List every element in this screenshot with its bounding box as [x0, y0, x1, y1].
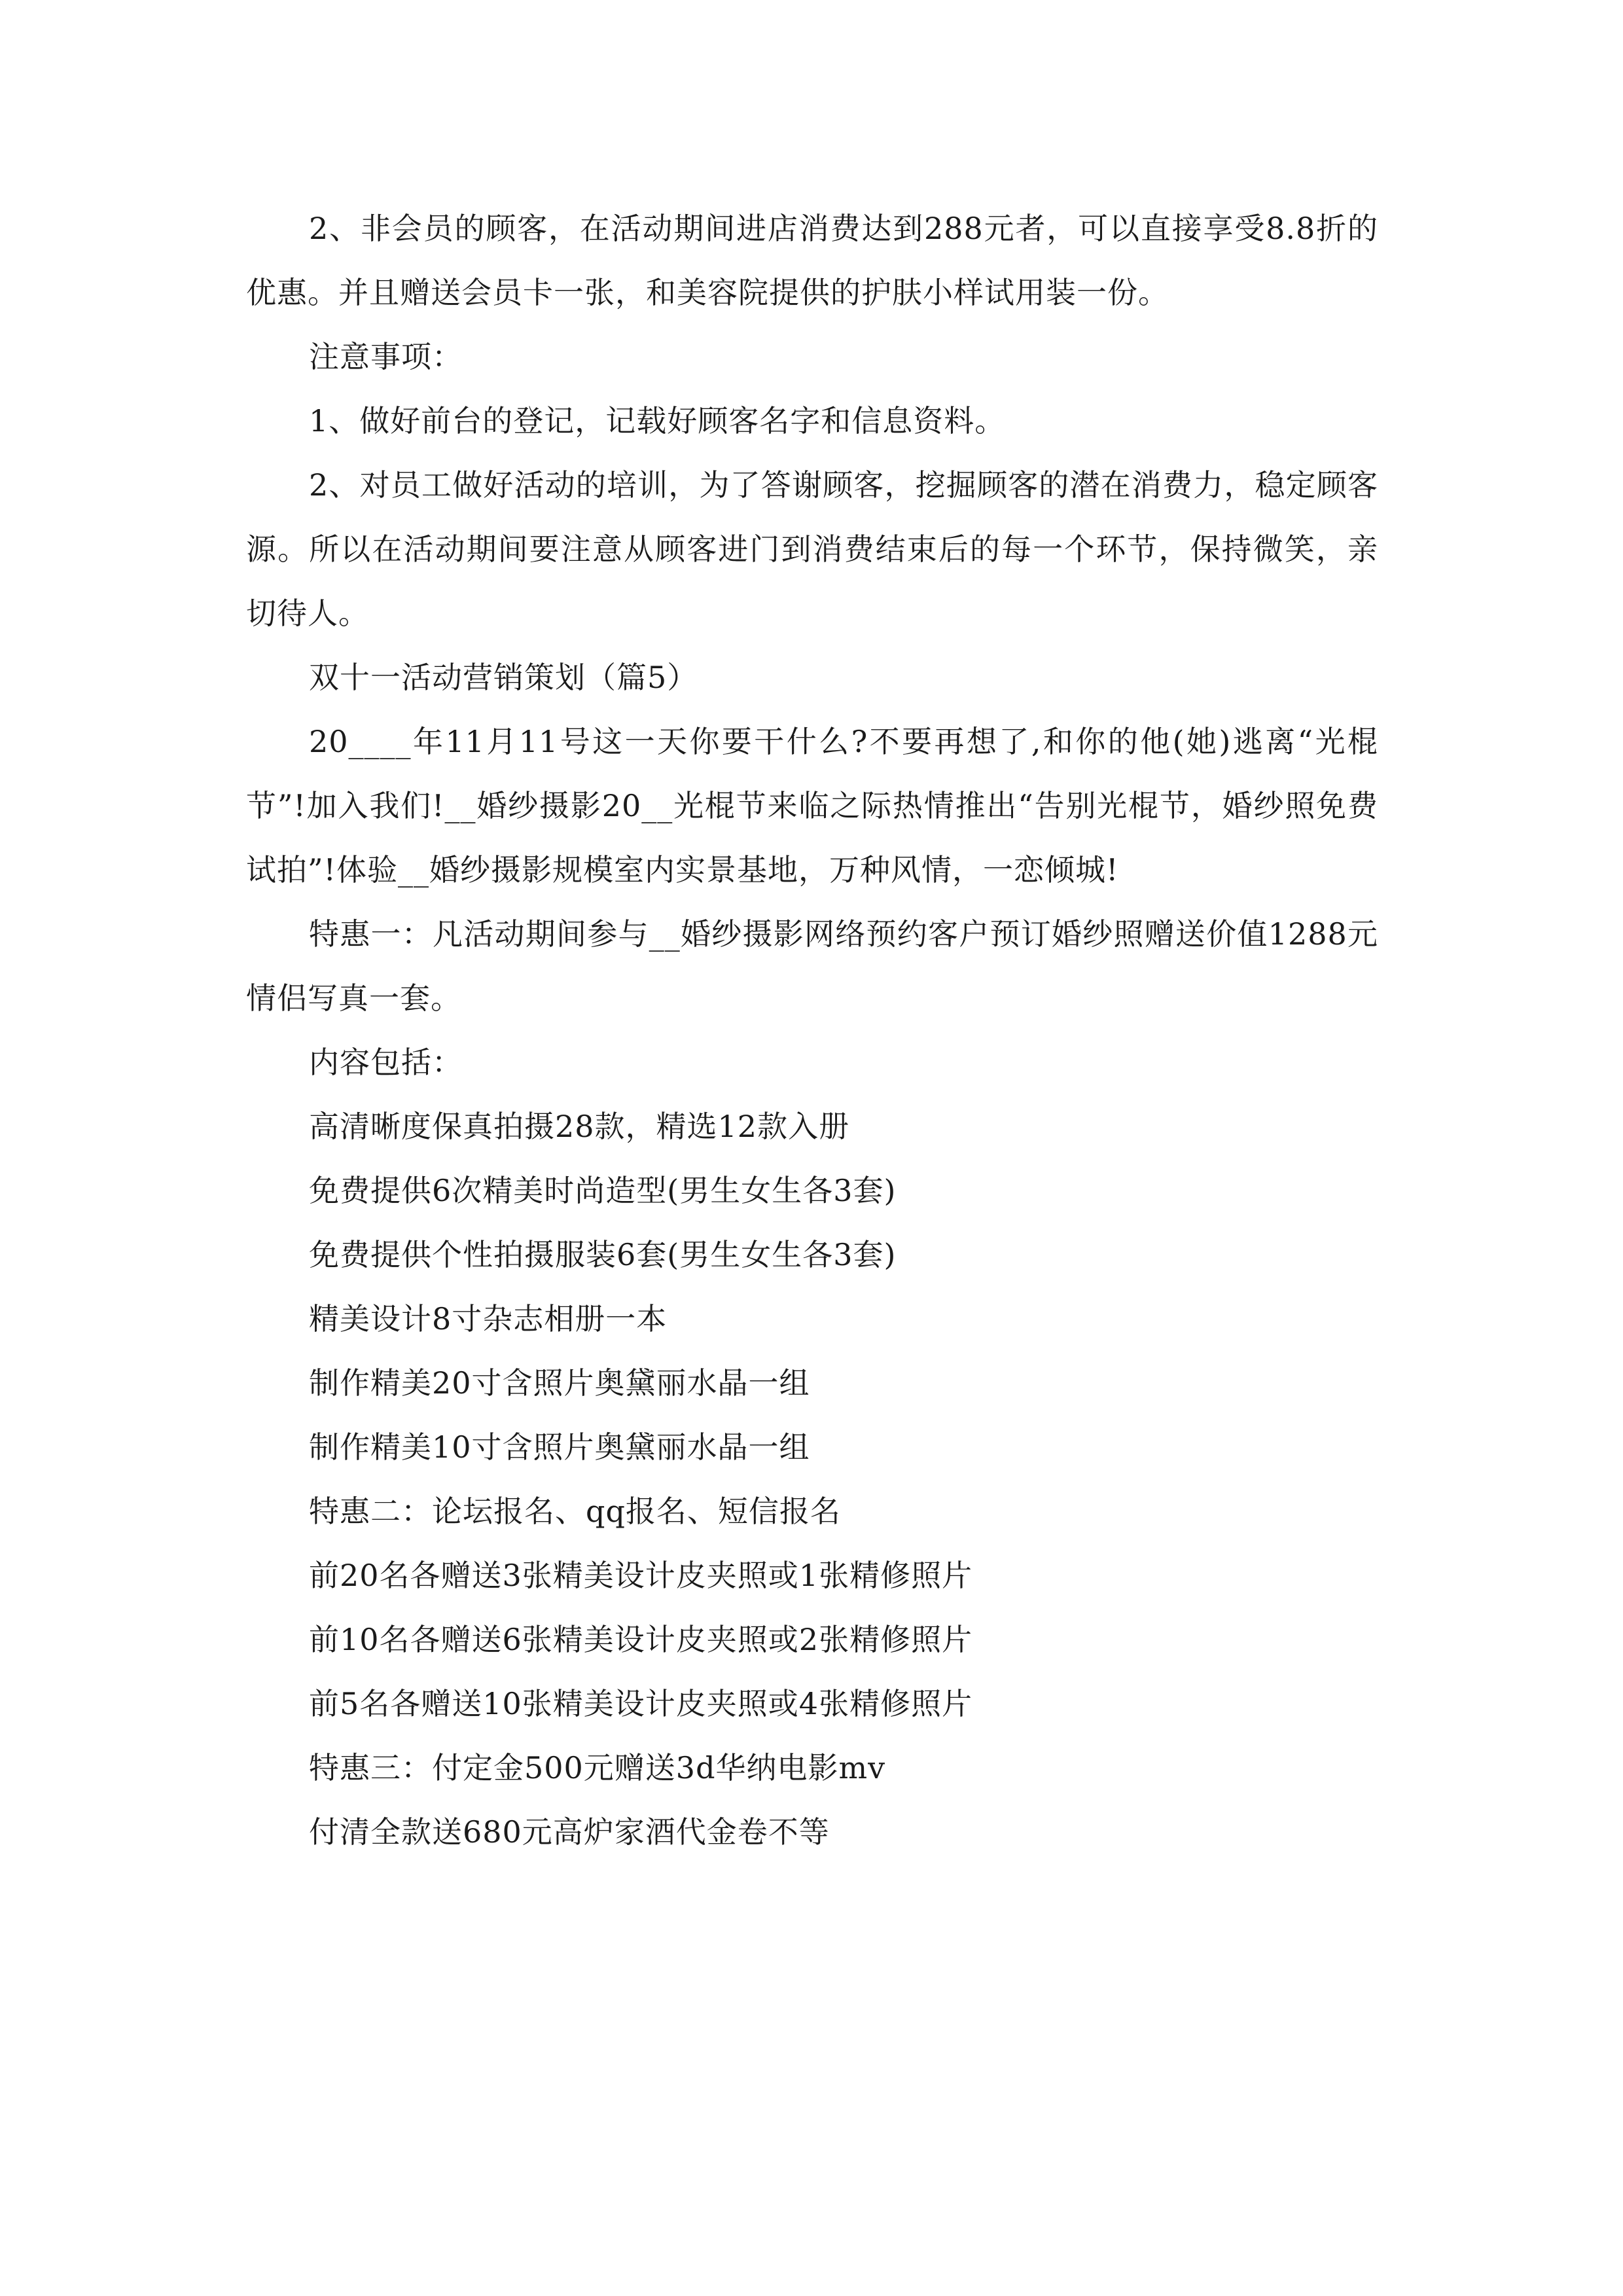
- section-title: 双十一活动营销策划（篇5）: [309, 660, 698, 695]
- paragraph-intro: 20____年11月11号这一天你要干什么?不要再想了,和你的他(她)逃离“光棍节”!加入我们!__婚纱摄影20__光棍节来临之际热情推出“告别光棍节，婚纱照免费试拍”!体验__婚纱摄影规模室内实景基地，万种风情，一恋倾城!: [246, 724, 1378, 888]
- list-item: 免费提供个性拍摄服装6套(男生女生各3套): [309, 1237, 897, 1272]
- paragraph-note-1: 1、做好前台的登记，记载好顾客名字和信息资料。: [309, 403, 1006, 439]
- list-item: 精美设计8寸杂志相册一本: [309, 1301, 668, 1336]
- list-item: 前10名各赠送6张精美设计皮夹照或2张精修照片: [309, 1622, 973, 1657]
- paragraph-offer-3: 特惠三：付定金500元赠送3d华纳电影mv: [309, 1750, 886, 1785]
- paragraph-contents-heading: 内容包括：: [309, 1045, 463, 1080]
- paragraph-offer-1: 特惠一：凡活动期间参与__婚纱摄影网络预约客户预订婚纱照赠送价值1288元情侣写真一套。: [246, 916, 1378, 1016]
- list-item: 制作精美20寸含照片奥黛丽水晶一组: [309, 1365, 810, 1401]
- list-item: 免费提供6次精美时尚造型(男生女生各3套): [309, 1173, 897, 1208]
- list-item: 前5名各赠送10张精美设计皮夹照或4张精修照片: [309, 1686, 973, 1721]
- list-item: 制作精美10寸含照片奥黛丽水晶一组: [309, 1429, 810, 1465]
- list-item: 高清晰度保真拍摄28款，精选12款入册: [309, 1109, 850, 1144]
- list-item: 前20名各赠送3张精美设计皮夹照或1张精修照片: [309, 1558, 973, 1593]
- paragraph-non-member-offer: 2、非会员的顾客，在活动期间进店消费达到288元者，可以直接享受8.8折的优惠。并且赠送会员卡一张，和美容院提供的护肤小样试用装一份。: [246, 211, 1378, 310]
- paragraph-note-2: 2、对员工做好活动的培训，为了答谢顾客，挖掘顾客的潜在消费力，稳定顾客源。所以在活动期间要注意从顾客进门到消费结束后的每一个环节，保持微笑，亲切待人。: [246, 467, 1378, 631]
- paragraph-notes-heading: 注意事项：: [309, 339, 463, 374]
- document-body: [246, 196, 1378, 1864]
- list-item: 付清全款送680元高炉家酒代金卷不等: [309, 1814, 830, 1850]
- paragraph-offer-2: 特惠二：论坛报名、qq报名、短信报名: [309, 1494, 841, 1529]
